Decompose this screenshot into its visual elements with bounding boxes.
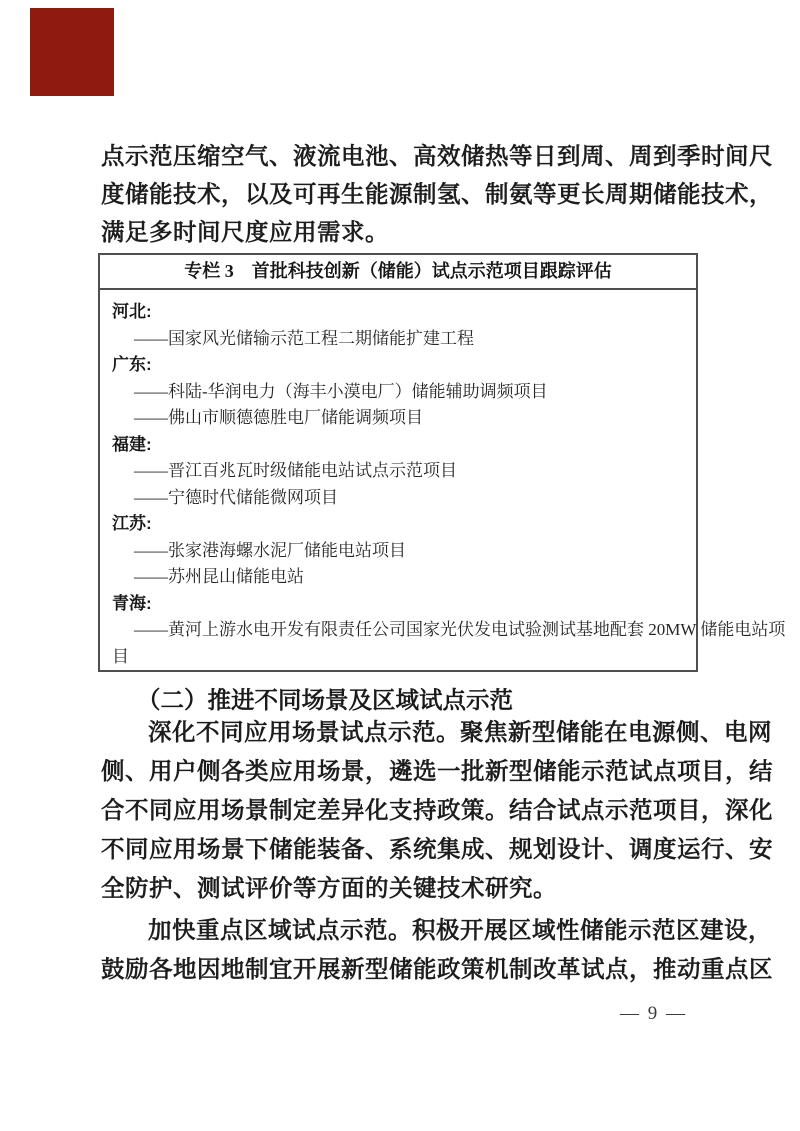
paragraph-continuation [101, 137, 773, 251]
paragraph-regions [101, 911, 773, 989]
paragraph-line: 合不同应用场景制定差异化支持政策。结合试点示范项目，深化 [101, 797, 773, 823]
project-item: ——佛山市顺德德胜电厂储能调频项目 [134, 408, 423, 427]
province-label: 福建: [112, 434, 152, 454]
paragraph-line: 全防护、测试评价等方面的关键技术研究。 [101, 875, 557, 901]
province-label: 河北: [112, 302, 152, 321]
paragraph-line: 不同应用场景下储能装备、系统集成、规划设计、调度运行、安 [101, 836, 773, 862]
province-label: 青海: [112, 593, 152, 613]
paragraph-line: 满足多时间尺度应用需求。 [101, 219, 389, 245]
box-title: 专栏 3 首批科技创新（储能）试点示范项目跟踪评估 [100, 255, 696, 290]
project-item: ——张家港海螺水泥厂储能电站项目 [134, 540, 406, 560]
box-body [100, 290, 786, 670]
paragraph-line: 点示范压缩空气、液流电池、高效储热等日到周、周到季时间尺 [101, 143, 773, 169]
project-item: ——晋江百兆瓦时级储能电站试点示范项目 [134, 461, 457, 480]
column-box-3 [98, 253, 786, 672]
paragraph-line: 鼓励各地因地制宜开展新型储能政策机制改革试点，推动重点区 [101, 956, 773, 982]
province-label: 江苏: [112, 514, 152, 533]
paragraph-line: 度储能技术，以及可再生能源制氢、制氨等更长周期储能技术， [101, 181, 773, 207]
page-number: — 9 — [620, 1003, 687, 1024]
paragraph-scenarios [101, 713, 773, 908]
paragraph-line: 加快重点区域试点示范。积极开展区域性储能示范区建设， [148, 917, 772, 943]
project-item-wrap-tail: 目 [112, 646, 129, 666]
project-item: ——苏州昆山储能电站 [134, 567, 304, 586]
project-item: ——国家风光储输示范工程二期储能扩建工程 [134, 328, 474, 348]
project-item: ——黄河上游水电开发有限责任公司国家光伏发电试验测试基地配套 20MW 储能电站项 [134, 620, 786, 639]
paragraph-line: 深化不同应用场景试点示范。聚焦新型储能在电源侧、电网 [148, 719, 772, 745]
project-item: ——宁德时代储能微网项目 [134, 487, 338, 507]
project-item: ——科陆-华润电力（海丰小漠电厂）储能辅助调频项目 [134, 381, 548, 401]
province-label: 广东: [112, 355, 152, 374]
red-header-fragment [30, 8, 114, 96]
paragraph-line: 侧、用户侧各类应用场景，遴选一批新型储能示范试点项目，结 [101, 758, 773, 784]
section-heading: （二）推进不同场景及区域试点示范 [137, 687, 513, 713]
